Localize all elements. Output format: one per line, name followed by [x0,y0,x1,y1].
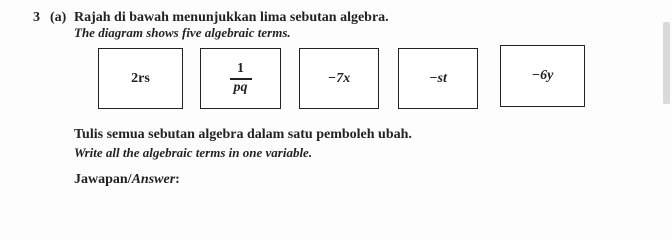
term-box-3 [299,48,379,109]
scrollbar[interactable] [663,22,670,104]
term-box-4 [398,48,478,109]
instruction-text-english: Write all the algebraic terms in one variable. [74,145,313,160]
question-part: (a) [50,10,67,25]
term-box-5 [500,45,585,107]
answer-label-english: Answer [131,172,176,187]
instruction-text-malay: Tulis semua sebutan algebra dalam satu pemboleh ubah. [74,127,412,142]
term-neg-6y: −6y [531,68,554,83]
question-text-english: The diagram shows five algebraic terms. [74,25,291,40]
question-number: 3 [33,10,40,25]
fraction-term [230,62,252,96]
term-neg-st: −st [429,70,447,86]
fraction-numerator: 1 [237,60,244,76]
fraction-denominator: pq [233,79,248,95]
term-2rs: 2rs [131,70,150,86]
answer-label [74,172,180,188]
answer-label-malay: Jawapan/ [74,172,132,187]
term-box-1 [98,48,183,109]
answer-label-colon: : [175,172,180,187]
question-text-malay: Rajah di bawah menunjukkan lima sebutan algebra. [74,10,389,25]
term-box-2 [200,48,281,109]
term-neg-7x: −7x [327,70,351,86]
